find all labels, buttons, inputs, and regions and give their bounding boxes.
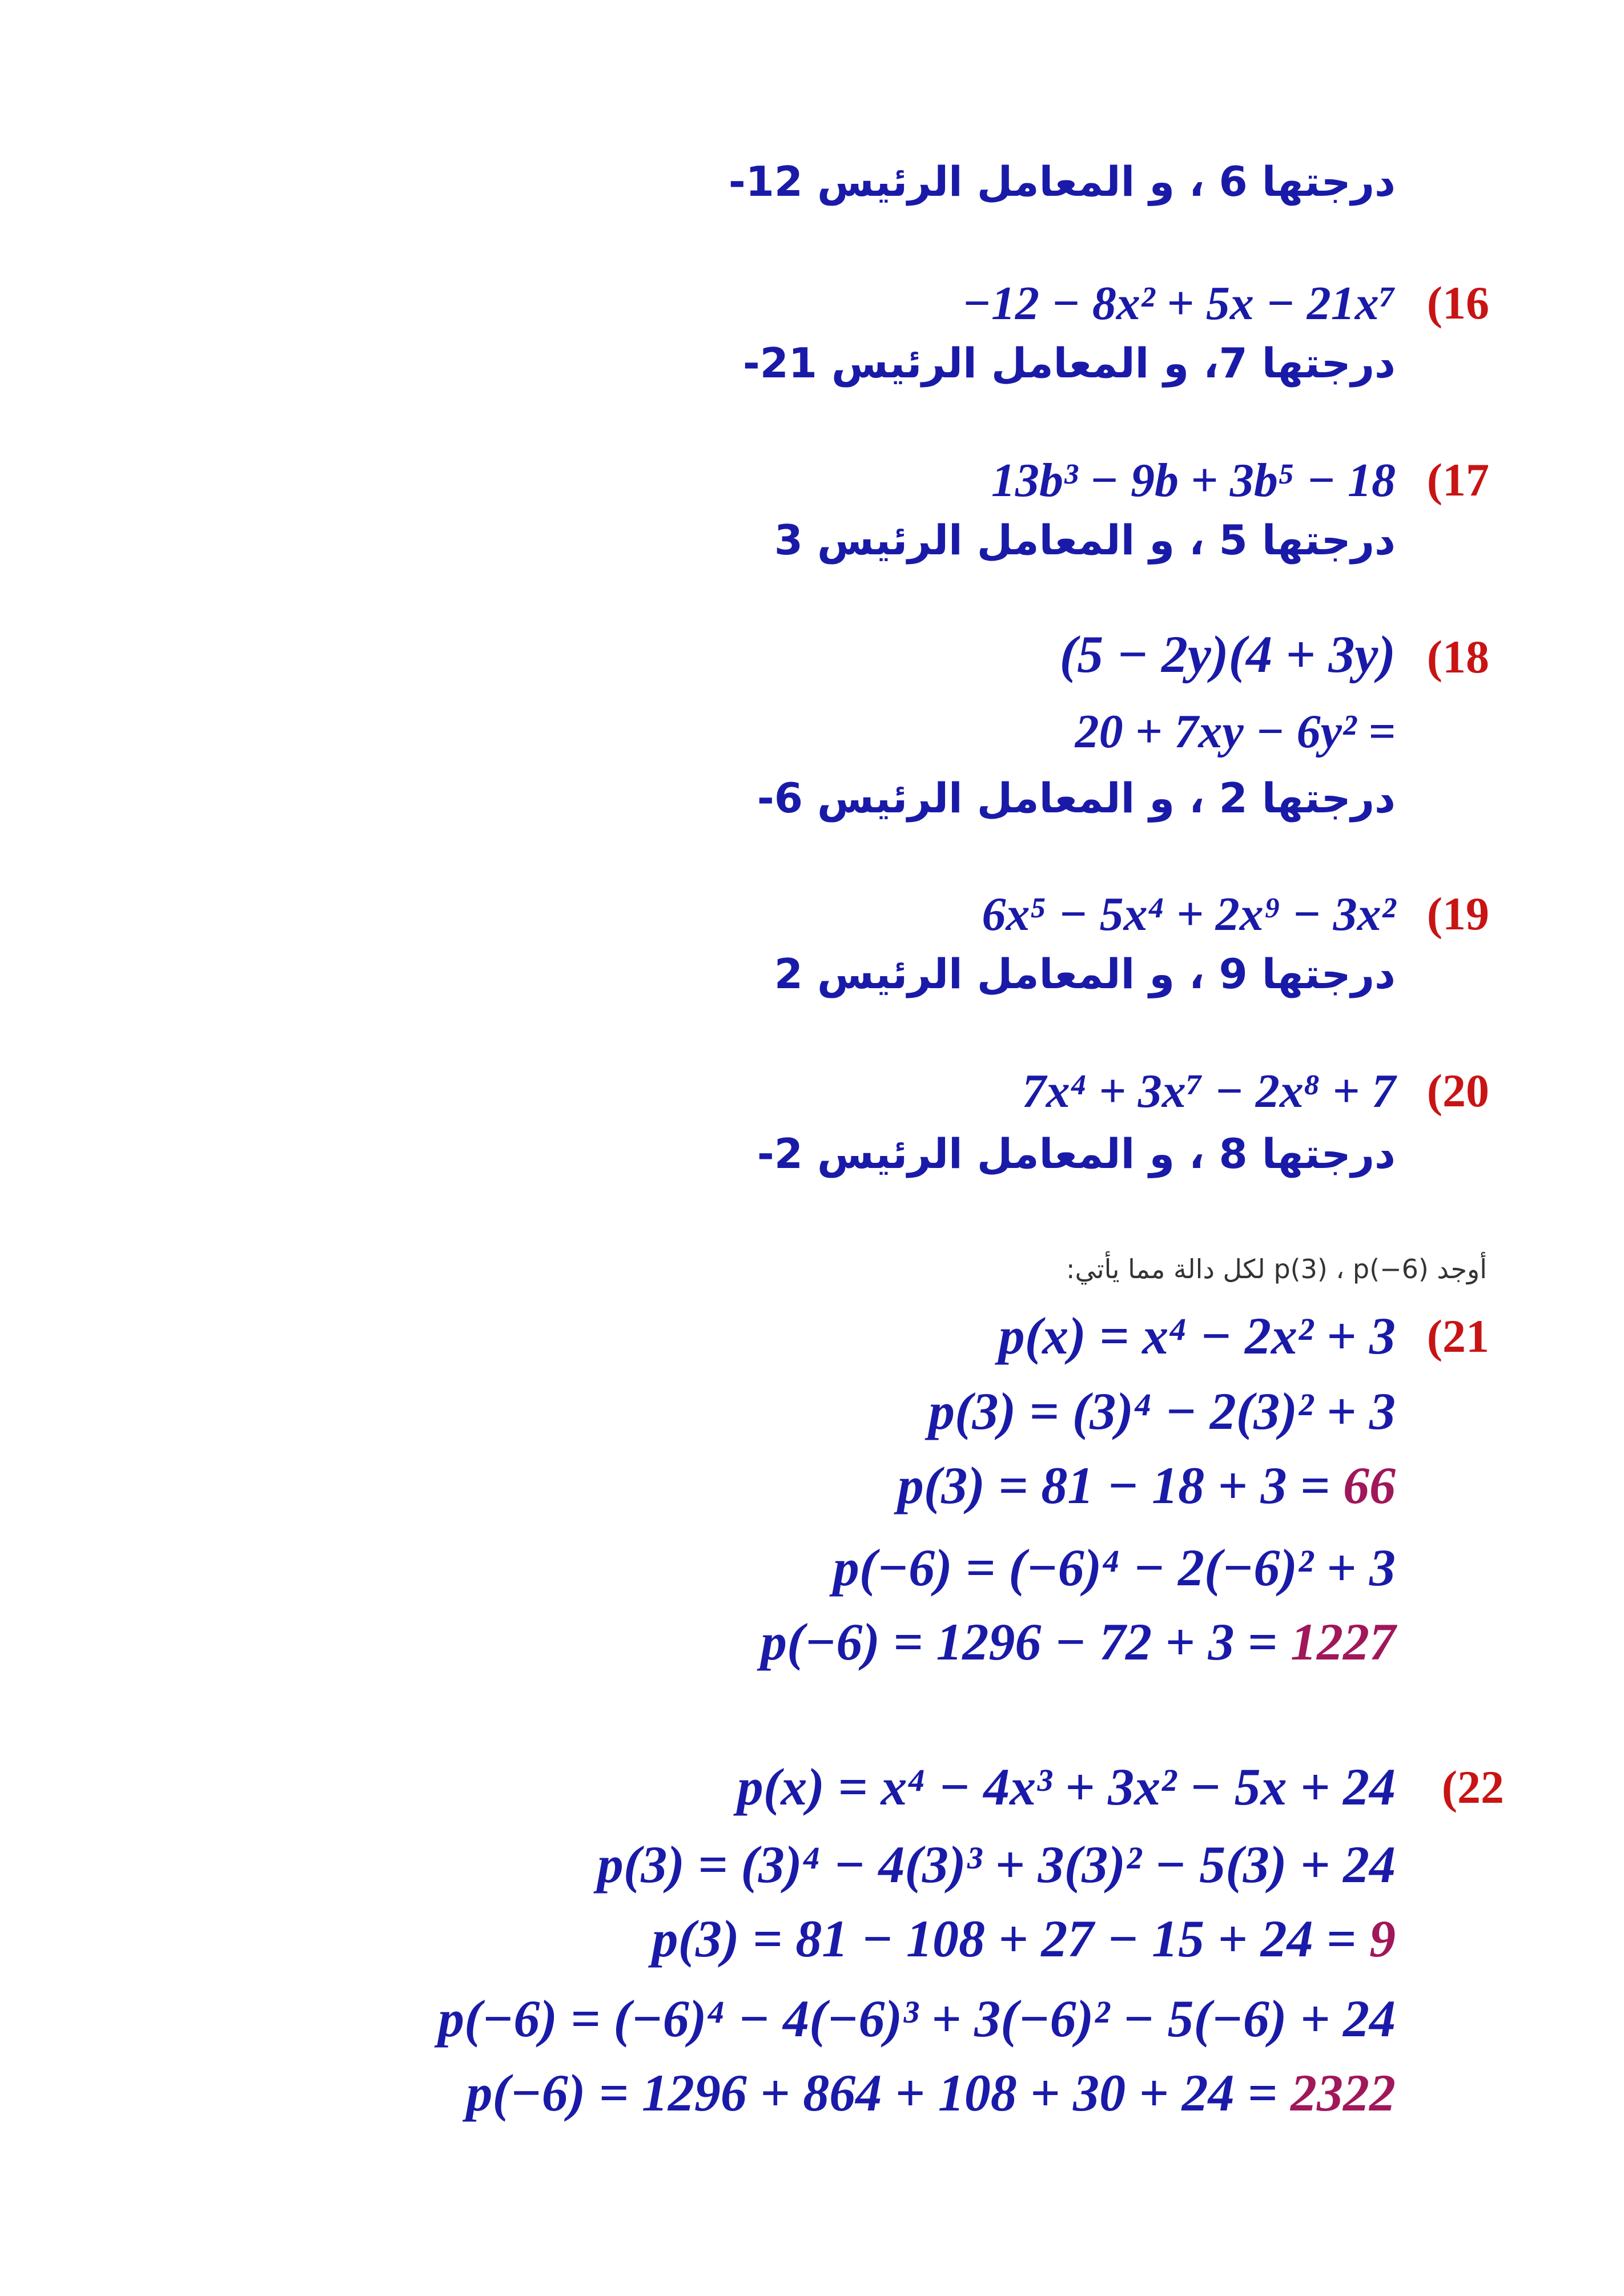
item-21-p3-result: 66 <box>1343 1456 1396 1514</box>
item-22-p3-result-line <box>652 1910 1396 1968</box>
item-16-description: درجتها 7، و المعامل الرئيس 21- <box>742 339 1396 387</box>
item-17-description: درجتها 5 ، و المعامل الرئيس 3 <box>774 516 1396 564</box>
item-19-description: درجتها 9 ، و المعامل الرئيس 2 <box>774 950 1396 998</box>
item-15-description: درجتها 6 ، و المعامل الرئيس 12- <box>728 158 1396 206</box>
item-22-pneg6-sum: p(−6) = 1296 + 864 + 108 + 30 + 24 = <box>466 2064 1291 2122</box>
item-21-number: (21 <box>1426 1310 1489 1362</box>
item-18-expression: (5 − 2y)(4 + 3y) <box>1059 625 1396 683</box>
item-20-number: (20 <box>1426 1065 1489 1117</box>
item-21-p3-result-line <box>897 1456 1396 1514</box>
item-21-pneg6-substitution: p(−6) = (−6)⁴ − 2(−6)² + 3 <box>833 1538 1396 1597</box>
item-17-expression: 13b³ − 9b + 3b⁵ − 18 <box>991 454 1396 507</box>
item-17-number: (17 <box>1426 454 1489 506</box>
item-16-number: (16 <box>1426 277 1489 329</box>
item-21-pneg6-result-line <box>760 1613 1396 1671</box>
item-22-pneg6-result-line <box>466 2064 1396 2122</box>
item-22-number: (22 <box>1441 1761 1504 1813</box>
section-instruction: أوجد p(3) ، p(−6) لكل دالة مما يأتي: <box>1066 1254 1487 1284</box>
item-21-p3-substitution: p(3) = (3)⁴ − 2(3)² + 3 <box>928 1382 1396 1440</box>
item-22-p3-substitution: p(3) = (3)⁴ − 4(3)³ + 3(3)² − 5(3) + 24 <box>597 1835 1396 1894</box>
item-20-description: درجتها 8 ، و المعامل الرئيس 2- <box>757 1130 1396 1178</box>
item-22-p3-result: 9 <box>1369 1910 1396 1968</box>
item-16-expression: −12 − 8x² + 5x − 21x⁷ <box>962 277 1396 330</box>
item-22-function: p(x) = x⁴ − 4x³ + 3x² − 5x + 24 <box>737 1758 1396 1816</box>
item-21-p3-sum: p(3) = 81 − 18 + 3 = <box>897 1456 1343 1514</box>
item-20-expression: 7x⁴ + 3x⁷ − 2x⁸ + 7 <box>1022 1065 1396 1118</box>
item-18-description: درجتها 2 ، و المعامل الرئيس 6- <box>757 774 1396 822</box>
item-22-pneg6-substitution: p(−6) = (−6)⁴ − 4(−6)³ + 3(−6)² − 5(−6) + 24 <box>437 1989 1396 2048</box>
item-19-expression: 6x⁵ − 5x⁴ + 2x⁹ − 3x² <box>982 888 1396 941</box>
item-21-pneg6-sum: p(−6) = 1296 − 72 + 3 = <box>760 1613 1291 1671</box>
item-21-function: p(x) = x⁴ − 2x² + 3 <box>998 1307 1396 1365</box>
item-22-pneg6-result: 2322 <box>1291 2064 1396 2122</box>
item-18-expansion: 20 + 7xy − 6y² = <box>1075 705 1396 758</box>
item-21-pneg6-result: 1227 <box>1291 1613 1396 1671</box>
item-19-number: (19 <box>1426 888 1489 940</box>
item-18-number: (18 <box>1426 631 1489 683</box>
item-22-p3-sum: p(3) = 81 − 108 + 27 − 15 + 24 = <box>652 1910 1369 1968</box>
